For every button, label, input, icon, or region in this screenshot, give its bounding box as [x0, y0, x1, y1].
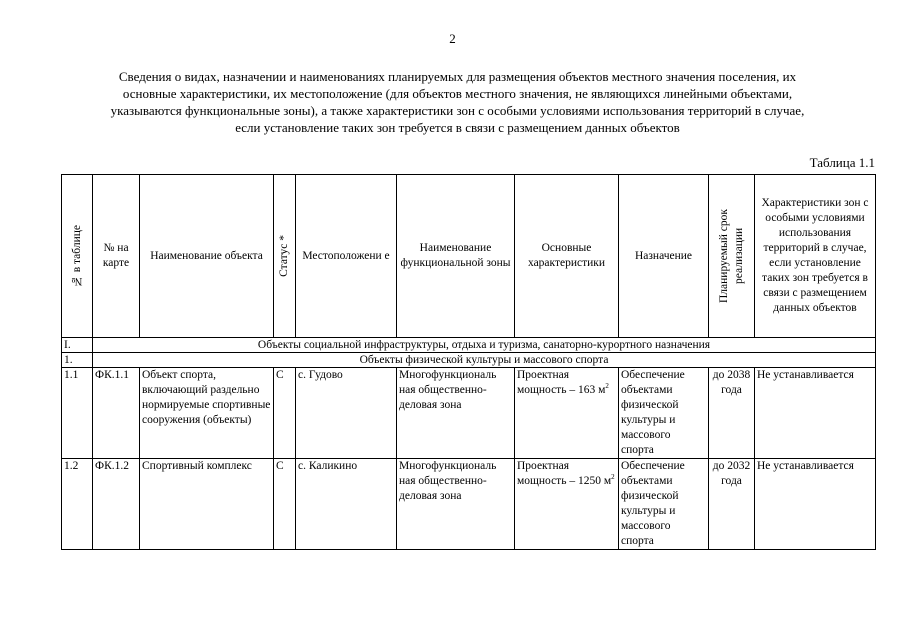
heading-line: если установление таких зон требуется в связи с размещением данных объектов: [235, 120, 680, 135]
row-status: С: [274, 368, 296, 459]
header-location: Местоположени е: [296, 175, 397, 338]
row-zone: Многофункциональ ная общественно-деловая зона: [397, 459, 515, 550]
section-title: Объекты социальной инфраструктуры, отдыха и туризма, санаторно-курортного назначения: [93, 338, 876, 353]
row-special-zones: Не устанавливается: [755, 368, 876, 459]
row-map: ФК.1.1: [93, 368, 140, 459]
row-num: 1.2: [62, 459, 93, 550]
table-row: [62, 459, 876, 550]
header-term: Планируемый срок реализации: [709, 175, 755, 338]
header-num: № в таблице: [62, 175, 93, 338]
document-heading: [60, 68, 855, 136]
header-name: Наименование объекта: [140, 175, 274, 338]
row-special-zones: Не устанавливается: [755, 459, 876, 550]
row-name: Спортивный комплекс: [140, 459, 274, 550]
subsection-title: Объекты физической культуры и массового спорта: [93, 353, 876, 368]
subsection-num: 1.: [62, 353, 93, 368]
row-purpose: Обеспечение объектами физической культуры и массового спорта: [619, 368, 709, 459]
row-term: до 2032 года: [709, 459, 755, 550]
objects-table: [61, 174, 876, 550]
header-status: Статус *: [274, 175, 296, 338]
table-row: [62, 368, 876, 459]
header-characteristics: Основные характеристики: [515, 175, 619, 338]
table-label: Таблица 1.1: [809, 155, 875, 170]
heading-line: указываются функциональные зоны), а также характеристики зон с особыми условиями использования территорий в случае,: [110, 103, 805, 118]
row-location: с. Каликино: [296, 459, 397, 550]
header-map: № на карте: [93, 175, 140, 338]
row-characteristics: Проектная мощность – 163 $м^2$: [515, 368, 619, 459]
heading-line: Сведения о видах, назначении и наименованиях планируемых для размещения объектов местного значения поселения, их: [118, 69, 797, 84]
header-zone: Наименование функциональной зоны: [397, 175, 515, 338]
row-status: С: [274, 459, 296, 550]
header-special-zones: Характеристики зон с особыми условиями использования территорий в случае, если установление таких зон требуется в связи с размещением данных объектов: [755, 175, 876, 338]
section-num: I.: [62, 338, 93, 353]
row-num: 1.1: [62, 368, 93, 459]
row-term: до 2038 года: [709, 368, 755, 459]
row-characteristics: Проектная мощность – 1250 $м^2$: [515, 459, 619, 550]
subsection-row: [62, 353, 876, 368]
page-number: 2: [449, 31, 456, 46]
section-row: [62, 338, 876, 353]
row-zone: Многофункциональ ная общественно-деловая зона: [397, 368, 515, 459]
row-purpose: Обеспечение объектами физической культуры и массового спорта: [619, 459, 709, 550]
row-name: Объект спорта, включающий раздельно нормируемые спортивные сооружения (объекты): [140, 368, 274, 459]
heading-line: основные характеристики, их местоположение (для объектов местного значения, не являющихся линейными объектами,: [122, 86, 793, 101]
header-purpose: Назначение: [619, 175, 709, 338]
row-map: ФК.1.2: [93, 459, 140, 550]
table-header-row: [62, 175, 876, 338]
row-location: с. Гудово: [296, 368, 397, 459]
